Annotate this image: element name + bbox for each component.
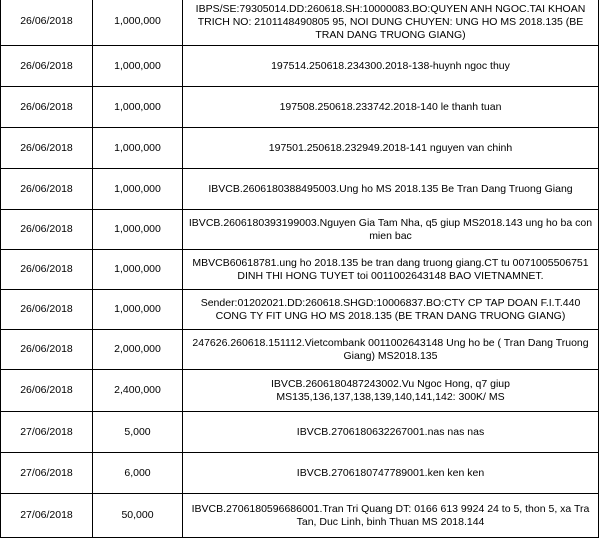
date-cell: 27/06/2018 <box>1 494 93 538</box>
amount-cell: 6,000 <box>93 453 183 494</box>
date-cell: 26/06/2018 <box>1 210 93 250</box>
amount-cell: 1,000,000 <box>93 128 183 169</box>
date-cell: 26/06/2018 <box>1 290 93 330</box>
table-row <box>1 210 599 250</box>
amount-cell: 50,000 <box>93 494 183 538</box>
amount-cell: 1,000,000 <box>93 87 183 128</box>
description-cell: 197514.250618.234300.2018-138-huynh ngoc thuy <box>183 46 599 87</box>
description-cell: MBVCB60618781.ung ho 2018.135 be tran dang truong giang.CT tu 0071005506751 DINH THI HONG TUYET toi 0011002643148 BAO VIETNAMNET. <box>183 250 599 290</box>
description-cell: IBVCB.2706180747789001.ken ken ken <box>183 453 599 494</box>
date-cell: 26/06/2018 <box>1 87 93 128</box>
table-row <box>1 169 599 210</box>
table-row <box>1 128 599 169</box>
amount-cell: 1,000,000 <box>93 250 183 290</box>
table-row <box>1 87 599 128</box>
table-row <box>1 453 599 494</box>
date-cell: 26/06/2018 <box>1 128 93 169</box>
amount-cell: 2,400,000 <box>93 370 183 412</box>
description-cell: IBVCB.2606180487243002.Vu Ngoc Hong, q7 giup MS135,136,137,138,139,140,141,142: 300K/ MS <box>183 370 599 412</box>
description-cell: IBVCB.2706180596686001.Tran Tri Quang DT: 0166 613 9924 24 to 5, thon 5, xa Tra Tan, Duc Linh, binh Thuan MS 2018.144 <box>183 494 599 538</box>
table-row <box>1 290 599 330</box>
table-row <box>1 0 599 46</box>
amount-cell: 1,000,000 <box>93 46 183 87</box>
table-row <box>1 330 599 370</box>
date-cell: 26/06/2018 <box>1 330 93 370</box>
amount-cell: 1,000,000 <box>93 210 183 250</box>
description-cell: 197508.250618.233742.2018-140 le thanh tuan <box>183 87 599 128</box>
table-row <box>1 46 599 87</box>
description-cell: 247626.260618.151112.Vietcombank 0011002643148 Ung ho be ( Tran Dang Truong Giang) MS2018.135 <box>183 330 599 370</box>
amount-cell: 1,000,000 <box>93 290 183 330</box>
date-cell: 27/06/2018 <box>1 412 93 453</box>
description-cell: IBVCB.2606180388495003.Ung ho MS 2018.135 Be Tran Dang Truong Giang <box>183 169 599 210</box>
amount-cell: 5,000 <box>93 412 183 453</box>
description-cell: 197501.250618.232949.2018-141 nguyen van chinh <box>183 128 599 169</box>
description-cell: IBVCB.2706180632267001.nas nas nas <box>183 412 599 453</box>
table-row <box>1 370 599 412</box>
table-row <box>1 250 599 290</box>
date-cell: 26/06/2018 <box>1 370 93 412</box>
date-cell: 27/06/2018 <box>1 453 93 494</box>
description-cell: Sender:01202021.DD:260618.SHGD:10006837.BO:CTY CP TAP DOAN F.I.T.440 CONG TY FIT UNG HO MS 2018.135 (BE TRAN DANG TRUONG GIANG) <box>183 290 599 330</box>
date-cell: 26/06/2018 <box>1 169 93 210</box>
date-cell: 26/06/2018 <box>1 250 93 290</box>
description-cell: IBPS/SE:79305014.DD:260618.SH:10000083.BO:QUYEN ANH NGOC.TAI KHOAN TRICH NO: 2101148490805 95, NOI DUNG CHUYEN: UNG HO MS 2018.135 (BE TRAN DANG TRUONG GIANG) <box>183 0 599 46</box>
table-row <box>1 412 599 453</box>
date-cell: 26/06/2018 <box>1 0 93 46</box>
description-cell: IBVCB.2606180393199003.Nguyen Gia Tam Nha, q5 giup MS2018.143 ung ho ba con mien bac <box>183 210 599 250</box>
date-cell: 26/06/2018 <box>1 46 93 87</box>
amount-cell: 1,000,000 <box>93 169 183 210</box>
table-row <box>1 494 599 538</box>
amount-cell: 2,000,000 <box>93 330 183 370</box>
amount-cell: 1,000,000 <box>93 0 183 46</box>
